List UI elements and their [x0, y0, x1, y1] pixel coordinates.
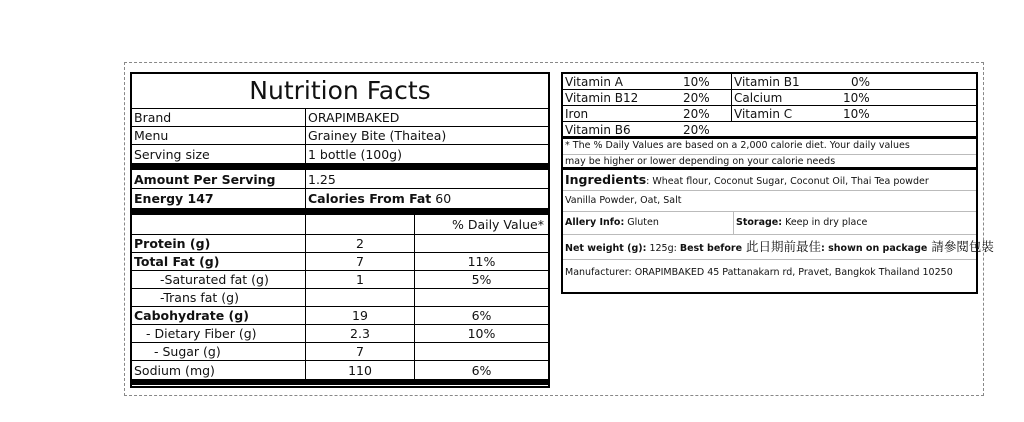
- vitamin-percent: 10%: [683, 75, 710, 89]
- serving-row: [132, 145, 548, 170]
- allergy-storage-row: [563, 212, 976, 235]
- table-row: [132, 343, 548, 361]
- ingredients-line: [563, 170, 976, 191]
- vitamin-percent: 20%: [683, 91, 710, 105]
- table-row: [132, 325, 548, 343]
- calories-fat-label: Calories From Fat: [308, 191, 432, 206]
- nutrition-facts-panel: [130, 72, 550, 388]
- storage-info: [733, 212, 976, 234]
- net-weight-label: Net weight (g):: [565, 243, 647, 254]
- daily-value-note: * The % Daily Values are based on a 2,000 calorie diet. Your daily values: [563, 139, 976, 155]
- info-panel: [561, 72, 994, 294]
- ingredients-label: Ingredients: [565, 172, 647, 187]
- nutrient-amount: 2: [305, 235, 414, 252]
- vitamin-name: Vitamin C: [731, 106, 841, 121]
- allergy-value: Gluten: [624, 217, 659, 228]
- nutrient-name: Total Fat (g): [134, 254, 220, 269]
- nutrient-amount: 2.3: [305, 325, 414, 342]
- nutrient-amount: 1: [305, 271, 414, 288]
- nutrient-amount: [305, 289, 414, 306]
- amount-row: [132, 170, 548, 189]
- nutrient-dv: 10%: [414, 325, 548, 342]
- serving-label: Serving size: [134, 146, 210, 162]
- serving-value: 1 bottle (100g): [305, 145, 548, 163]
- vitamin-row: [563, 106, 976, 122]
- nutrient-amount: 7: [305, 343, 414, 360]
- nutrient-dv: [414, 343, 548, 360]
- allergy-label: Allery Info:: [565, 217, 625, 228]
- table-row: [132, 235, 548, 253]
- vitamin-name: Vitamin B6: [565, 123, 631, 136]
- nutrition-title: Nutrition Facts: [132, 74, 548, 109]
- vitamin-row: [563, 122, 976, 139]
- vitamin-name: Iron: [565, 107, 589, 121]
- nutrient-dv: 6%: [414, 307, 548, 324]
- net-weight-line: [563, 235, 994, 260]
- brand-label: Brand: [134, 110, 172, 125]
- nutrient-name: Sodium (mg): [134, 362, 215, 378]
- nutrient-dv: 6%: [414, 361, 548, 379]
- shown-on-package-cjk: 請參閱包裝: [927, 239, 994, 254]
- menu-row: [132, 127, 548, 145]
- table-row: [132, 271, 548, 289]
- ingredients-list: : Wheat flour, Coconut Sugar, Coconut Oil, Thai Tea powder: [646, 176, 929, 187]
- vitamin-percent: [841, 122, 901, 136]
- storage-value: Keep in dry place: [782, 217, 868, 228]
- nutrient-dv: 5%: [414, 271, 548, 288]
- nutrient-amount: 7: [305, 253, 414, 270]
- table-row: [132, 253, 548, 271]
- allergy-info: [563, 212, 733, 234]
- vitamin-percent: 20%: [683, 123, 710, 136]
- vitamin-percent: 10%: [843, 107, 870, 121]
- nutrient-name: Protein (g): [134, 236, 211, 251]
- dv-header: % Daily Value*: [414, 215, 548, 234]
- amount-value: 1.25: [305, 170, 548, 188]
- table-row: [132, 361, 548, 379]
- calories-fat-value: 60: [435, 191, 452, 206]
- nutrient-amount: 19: [305, 307, 414, 324]
- bottom-bar: [132, 379, 548, 385]
- manufacturer-line: Manufacturer: ORAPIMBAKED 45 Pattanakarn rd, Pravet, Bangkok Thailand 10250: [565, 267, 953, 278]
- table-row: [132, 307, 548, 325]
- brand-value: ORAPIMBAKED: [305, 109, 548, 126]
- storage-label: Storage:: [736, 217, 783, 228]
- nutrient-amount: 110: [305, 361, 414, 379]
- nutrient-name: Cabohydrate (g): [134, 308, 249, 323]
- calories-from-fat: [305, 189, 548, 208]
- vitamin-name: [731, 122, 841, 136]
- vitamin-name: Vitamin A: [565, 75, 623, 89]
- shown-on-package-label: : shown on package: [821, 243, 928, 254]
- vitamin-percent: 10%: [843, 91, 870, 105]
- nutrient-name: -Saturated fat (g): [160, 272, 269, 287]
- nutrient-dv: [414, 235, 548, 252]
- vitamin-percent: 20%: [683, 107, 710, 121]
- menu-label: Menu: [134, 128, 169, 143]
- ingredients-line-2: Vanilla Powder, Oat, Salt: [563, 191, 976, 212]
- best-before-label: Best before: [679, 243, 743, 254]
- dv-header-row: [132, 215, 548, 235]
- nutrient-name: -Trans fat (g): [160, 290, 239, 305]
- table-row: [132, 289, 548, 307]
- nutrient-dv: [414, 289, 548, 306]
- vitamin-row: [563, 90, 976, 106]
- energy-row: [132, 189, 548, 215]
- nutrient-dv: 11%: [414, 253, 548, 270]
- menu-value: Grainey Bite (Thaitea): [305, 127, 548, 144]
- vitamin-name: Vitamin B12: [565, 91, 639, 105]
- amount-label: Amount Per Serving: [134, 171, 276, 187]
- brand-row: [132, 109, 548, 127]
- energy-label: Energy 147: [134, 191, 214, 206]
- best-before-cjk: 此日期前最佳: [742, 239, 822, 254]
- vitamin-percent: 0%: [851, 75, 871, 89]
- vitamin-name: Vitamin B1: [731, 74, 841, 89]
- nutrient-name: - Dietary Fiber (g): [146, 326, 257, 341]
- vitamin-name: Calcium: [731, 90, 841, 105]
- nutrient-name: - Sugar (g): [154, 344, 221, 359]
- vitamin-row: [563, 74, 976, 90]
- net-weight-value: 125g:: [646, 243, 680, 254]
- daily-value-note-2: may be higher or lower depending on your calorie needs: [563, 155, 976, 170]
